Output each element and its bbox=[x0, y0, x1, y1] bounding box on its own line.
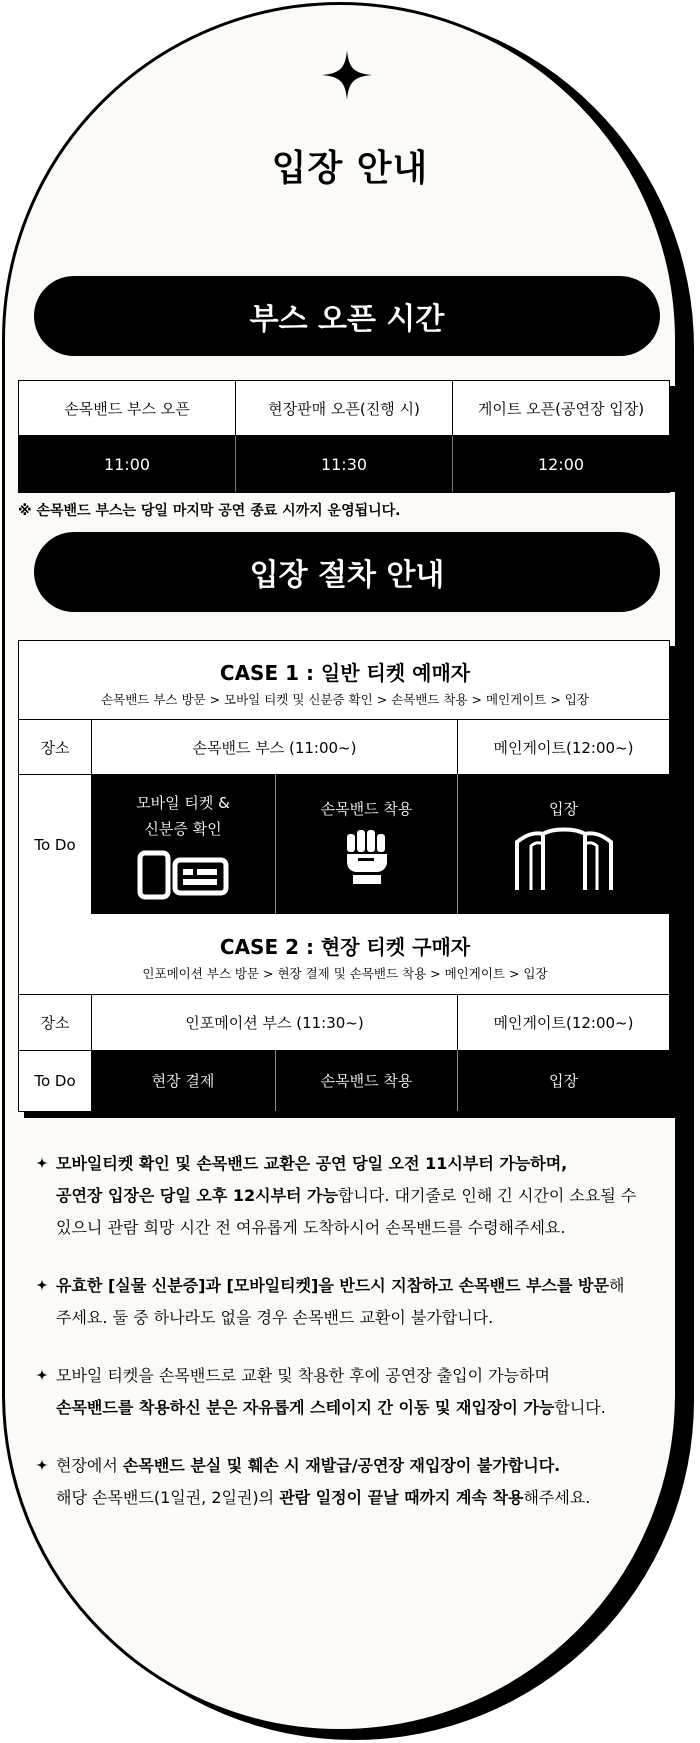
case2-header bbox=[19, 931, 671, 982]
procedure-table bbox=[18, 640, 676, 1118]
sparkle-bullet-icon bbox=[36, 1369, 48, 1381]
case2-place-gate: 메인게이트(12:00~) bbox=[457, 994, 669, 1050]
case2-todo-wear: 손목밴드 착용 bbox=[275, 1050, 457, 1111]
case2-todo-enter: 입장 bbox=[457, 1050, 669, 1111]
notice-item bbox=[36, 1360, 676, 1424]
sparkle-bullet-icon bbox=[36, 1279, 48, 1291]
notice-3-text-1: 모바일 티켓을 손목밴드로 교환 및 착용한 후에 공연장 출입이 가능하며 bbox=[56, 1366, 550, 1385]
phone-and-id-card-icon bbox=[137, 850, 229, 900]
case1-todo-label: To Do bbox=[19, 774, 91, 914]
case1-todo-verify-line2: 신분증 확인 bbox=[144, 820, 222, 838]
notice-4-bold-2: 관람 일정이 끝날 때까지 계속 착용 bbox=[279, 1488, 524, 1507]
page-title: 입장 안내 bbox=[271, 148, 429, 189]
case1-flow: 손목밴드 부스 방문 > 모바일 티켓 및 신분증 확인 > 손목밴드 착용 > 메인게이트 > 입장 bbox=[101, 692, 589, 707]
case1-title: CASE 1 : 일반 티켓 예매자 bbox=[219, 661, 471, 685]
case1-header bbox=[19, 657, 671, 708]
case1-place-gate: 메인게이트(12:00~) bbox=[457, 719, 669, 774]
notice-2-text-2: 주세요. 둘 중 하나라도 없을 경우 손목밴드 교환이 불가합니다. bbox=[56, 1308, 494, 1327]
notice-2-bold: 유효한 [실물 신분증]과 [모바일티켓]을 반드시 지참하고 손목밴드 부스를 방문 bbox=[56, 1276, 609, 1295]
case1-todo-wear-text: 손목밴드 착용 bbox=[320, 800, 413, 818]
booth-hours-table bbox=[18, 380, 676, 492]
booth-time-onsite: 11:30 bbox=[236, 436, 453, 493]
booth-header-gate: 게이트 오픈(공연장 입장) bbox=[453, 381, 670, 436]
case2-place-booth: 인포메이션 부스 (11:30~) bbox=[91, 994, 457, 1050]
notice-1-bold: 모바일티켓 확인 및 손목밴드 교환은 공연 당일 오전 11시부터 가능하며, bbox=[56, 1154, 568, 1173]
notice-4-bold: 손목밴드 분실 및 훼손 시 재발급/공연장 재입장이 불가합니다. bbox=[122, 1456, 561, 1475]
case2-place-label: 장소 bbox=[19, 994, 91, 1050]
case1-todo-enter bbox=[457, 774, 669, 914]
raised-fist-icon bbox=[344, 828, 390, 886]
open-gate-icon bbox=[513, 826, 615, 892]
booth-header-onsite: 현장판매 오픈(진행 시) bbox=[236, 381, 453, 436]
case2-flow: 인포메이션 부스 방문 > 현장 결제 및 손목밴드 착용 > 메인게이트 > 입장 bbox=[142, 966, 548, 981]
case1-todo-verify-line1: 모바일 티켓 & bbox=[136, 794, 230, 812]
notice-4-text-2b: 해주세요. bbox=[523, 1488, 591, 1507]
notice-list bbox=[36, 1148, 676, 1540]
sparkle-bullet-icon bbox=[36, 1459, 48, 1471]
notice-item bbox=[36, 1450, 676, 1514]
notice-2-text-1: 해 bbox=[608, 1276, 625, 1295]
notice-item bbox=[36, 1270, 676, 1334]
case1-todo-wear bbox=[275, 774, 457, 914]
case2-todo-pay: 현장 결제 bbox=[91, 1050, 275, 1111]
sparkle-icon bbox=[322, 50, 372, 100]
case2-todo-label: To Do bbox=[19, 1050, 91, 1111]
notice-item bbox=[36, 1148, 676, 1244]
case2-title: CASE 2 : 현장 티켓 구매자 bbox=[219, 935, 471, 959]
notice-4-text-2a: 해당 손목밴드(1일권, 2일권)의 bbox=[56, 1488, 280, 1507]
case1-todo-enter-text: 입장 bbox=[549, 800, 578, 818]
notice-1-text-3: 있으니 관람 희망 시간 전 여유롭게 도착하시어 손목밴드를 수령해주세요. bbox=[56, 1218, 566, 1237]
sparkle-bullet-icon bbox=[36, 1157, 48, 1169]
notice-3-text-2: 합니다. bbox=[554, 1398, 606, 1417]
notice-1-text-2: 합니다. 대기줄로 인해 긴 시간이 소요될 수 bbox=[337, 1186, 637, 1205]
booth-header-wristband: 손목밴드 부스 오픈 bbox=[19, 381, 236, 436]
case1-place-label: 장소 bbox=[19, 719, 91, 774]
notice-3-bold: 손목밴드를 착용하신 분은 자유롭게 스테이지 간 이동 및 재입장이 가능 bbox=[56, 1398, 555, 1417]
booth-note: ※ 손목밴드 부스는 당일 마지막 공연 종료 시까지 운영됩니다. bbox=[18, 503, 401, 519]
booth-time-wristband: 11:00 bbox=[19, 436, 236, 493]
notice-4-text-1: 현장에서 bbox=[56, 1456, 123, 1475]
case1-todo-verify bbox=[91, 774, 275, 914]
booth-time-gate: 12:00 bbox=[453, 436, 670, 493]
case1-place-booth: 손목밴드 부스 (11:00~) bbox=[91, 719, 457, 774]
booth-hours-banner: 부스 오픈 시간 bbox=[34, 276, 660, 356]
notice-1-bold-2: 공연장 입장은 당일 오후 12시부터 가능 bbox=[56, 1186, 338, 1205]
procedure-banner: 입장 절차 안내 bbox=[34, 532, 660, 612]
